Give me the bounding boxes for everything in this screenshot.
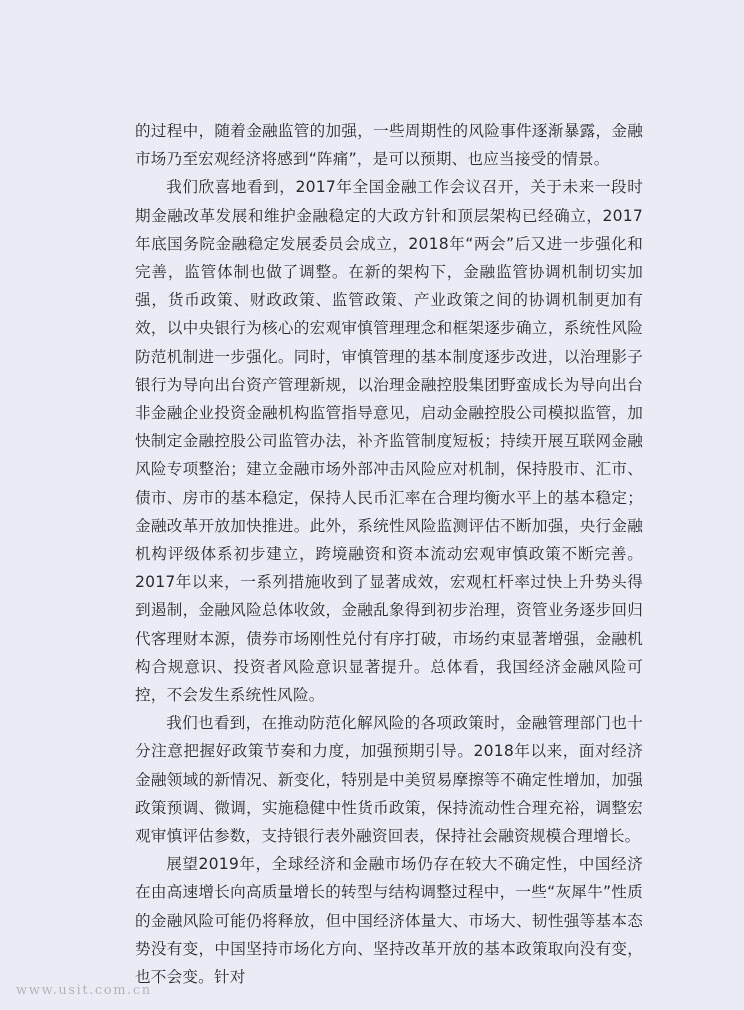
paragraph-outlook-2019: 展望2019年，全球经济和金融市场仍存在较大不确定性，中国经济在由高速增长向高质量增长的转型与结构调整过程中，一些“灰犀牛”性质的金融风险可能仍将释放，但中国经济体量大、市场大、韧性强等基本态势没有变，中国坚持市场化方向、坚持改革开放的基本政策取向没有变，也不会变。针对: [135, 855, 643, 987]
paragraph-policy-pace: 我们也看到，在推动防范化解风险的各项政策时，金融管理部门也十分注意把握好政策节奏和力度，加强预期引导。2018年以来，面对经济金融领域的新情况、新变化，特别是中美贸易摩擦等不确定性增加，加强政策预调、微调，实施稳健中性货币政策，保持流动性合理充裕，调整宏观审慎评估参数，支持银行表外融资回表，保持社会融资规模合理增长。: [135, 714, 643, 846]
paragraph-financial-reform: 我们欣喜地看到，2017年全国金融工作会议召开，关于未来一段时期金融改革发展和维护金融稳定的大政方针和顶层架构已经确立，2017年底国务院金融稳定发展委员会成立，2018年“两会”后又进一步强化和完善，监管体制也做了调整。在新的架构下，金融监管协调机制切实加强，货币政策、财政政策、监管政策、产业政策之间的协调机制更加有效，以中央银行为核心的宏观审慎管理理念和框架逐步确立，系统性风险防范机制进一步强化。同时，审慎管理的基本制度逐步改进，以治理影子银行为导向出台资产管理新规，以治理金融控股集团野蛮成长为导向出台非金融企业投资金融机构监管指导意见，启动金融控股公司模拟监管，加快制定金融控股公司监管办法，补齐监管制度短板；持续开展互联网金融风险专项整治；建立金融市场外部冲击风险应对机制，保持股市、汇市、债市、房市的基本稳定，保持人民币汇率在合理均衡水平上的基本稳定；金融改革开放加快推进。此外，系统性风险监测评估不断加强，央行金融机构评级体系初步建立，跨境融资和资本流动宏观审慎政策不断完善。2017年以来，一系列措施收到了显著成效，宏观杠杆率过快上升势头得到遏制，金融风险总体收敛，金融乱象得到初步治理，资管业务逐步回归代客理财本源，债券市场刚性兑付有序打破，市场约束显著增强，金融机构合规意识、投资者风险意识显著提升。总体看，我国经济金融风险可控，不会发生系统性风险。: [135, 178, 643, 705]
site-watermark: www.usit.com.cn: [16, 983, 152, 998]
body-text: [135, 117, 643, 991]
paragraph-continuation: 的过程中，随着金融监管的加强，一些周期性的风险事件逐渐暴露，金融市场乃至宏观经济将感到“阵痛”，是可以预期、也应当接受的情景。: [135, 122, 643, 169]
